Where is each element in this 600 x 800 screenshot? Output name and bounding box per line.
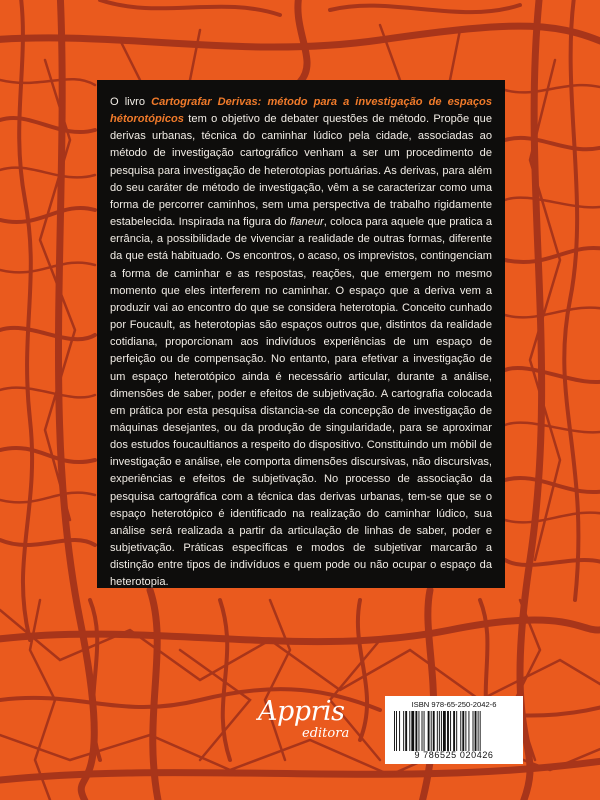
- barcode-digits: 9 786525 020426: [414, 750, 494, 760]
- isbn-label: ISBN 978-65-250-2042-6: [411, 700, 497, 709]
- synopsis-panel: [97, 80, 505, 588]
- synopsis-text: [110, 94, 492, 592]
- appris-logo: [258, 696, 358, 754]
- isbn-barcode: [385, 696, 523, 764]
- barcode-icon: [392, 711, 516, 751]
- flaneur-term: flaneur: [289, 216, 324, 229]
- synopsis-part-2: , coloca para aquele que pratica a errância, a possibilidade de vivenciar a realidade de outras formas, diferente da que está habituado. Os encontros, o acaso, os imprevistos, contingenciam a forma de caminhar e as respostas, reações, que emergem no mesmo momento que eles interferem no caminhar. O espaço que a deriva vem a produzir vai ao encontro do que se considera heterotopia. Conceito cunhado por Foucault, as heterotopias são espaços outros que, distintos da realidade cotidiana, proporcionam aos indivíduos experiências de um espaço de perfeição ou de compensação. No entanto, para efetivar a investigação de um espaço heterotópico ainda é necessário articular, durante a análise, dimensões de saber, poder e efeitos de subjetivação. A cartografia colocada em prática por esta pesquisa distancia-se da concepção de investigação de máquinas desejantes, ou da produção de singularidade, para se aproximar dos estudos foucaultianos a respeito do dispositivo. Constituindo um móbil de investigação e análise, ele comporta dimensões discursivas, não discursivas, experiências e efeitos de subjetivação. No processo de associação da pesquisa cartográfica com a técnica das derivas urbanas, tem-se que se o espaço heterotópico é identificado na realização do caminhar lúdico, sua análise será realizada a partir da articulação de linhas de saber, poder e subjetivação. Práticas específicas e modos de subjetivar marcarão a distinção entre tipos de indivíduos e quem pode ou não ocupar o espaço da heterotopia.: [110, 216, 493, 589]
- book-title: Cartografar Derivas: método para a investigação de espaços hétorotópicos: [110, 96, 492, 126]
- publisher-name: Appris: [258, 696, 345, 727]
- synopsis-part-1: tem o objetivo de debater questões de método. Propõe que derivas urbanas, técnica do caminhar lúdico pela cidade, associadas ao método de investigação cartográfico venham a ser um procedimento de pesquisa para investigação de heterotopias portuárias. As derivas, para além do seu caráter de método de investigação, vêm a se caracterizar como uma forma de percorrer caminhos, sem uma perspectiva de trabalho rigidamente estabelecida. Inspirada na figura do: [110, 113, 492, 229]
- synopsis-intro: O livro: [110, 96, 152, 108]
- publisher-subtitle: editora: [302, 726, 350, 741]
